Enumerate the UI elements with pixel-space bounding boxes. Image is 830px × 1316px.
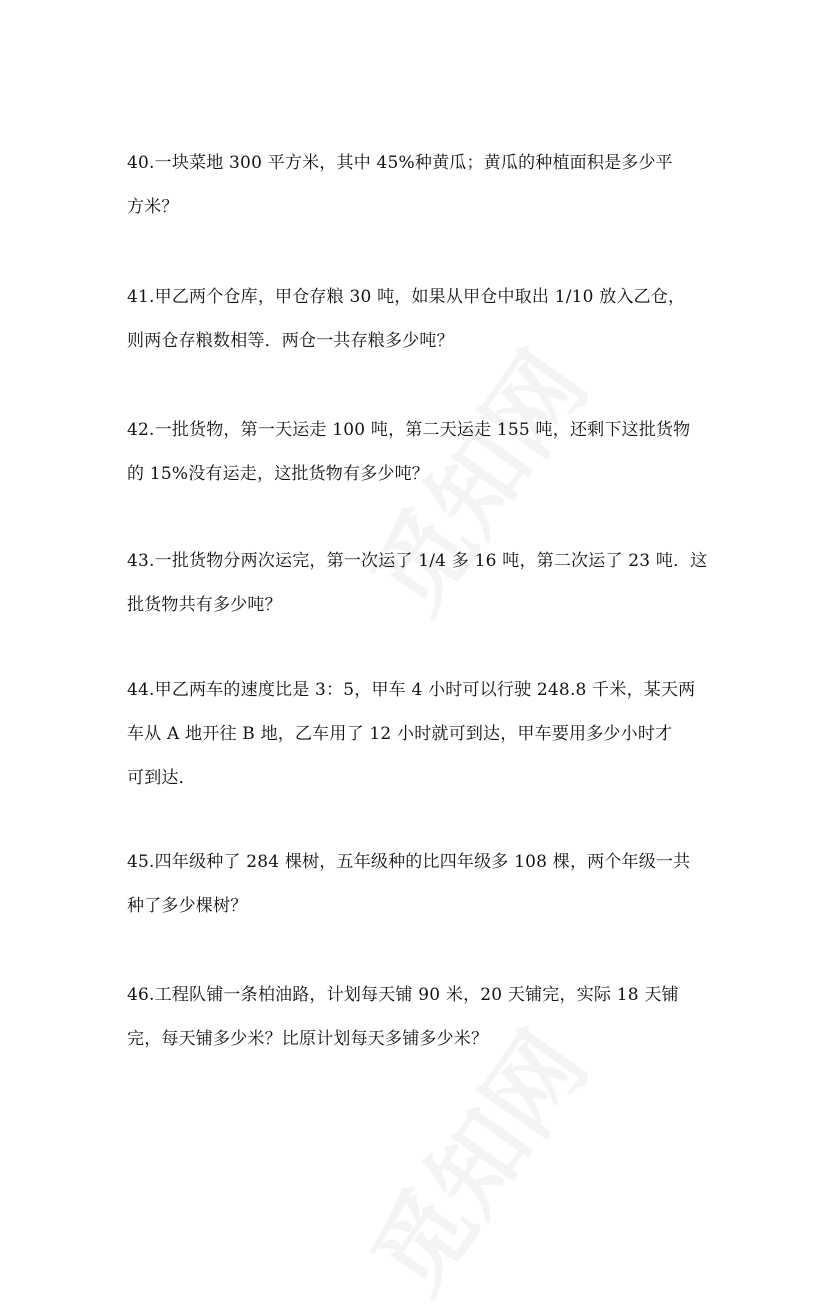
problem-line: 42.一批货物，第一天运走 100 吨，第二天运走 155 吨，还剩下这批货物: [127, 420, 691, 440]
problem-line: 车从 A 地开往 B 地，乙车用了 12 小时就可到达，甲车要用多少小时才: [127, 724, 673, 744]
problem-line: 方米？: [127, 197, 179, 217]
problem-40: [127, 141, 717, 229]
problem-42: [127, 408, 717, 496]
problem-line: 种了多少棵树？: [127, 896, 248, 916]
problem-41: [127, 275, 717, 363]
problem-43: [127, 539, 717, 627]
problem-46: [127, 973, 717, 1061]
problem-line: 43.一批货物分两次运完，第一次运了 1/4 多 16 吨，第二次运了 23 吨．这: [127, 551, 708, 571]
problem-44: [127, 668, 717, 800]
problem-line: 则两仓存粮数相等．两仓一共存粮多少吨？: [127, 331, 454, 351]
problem-line: 完，每天铺多少米？比原计划每天多铺多少米？: [127, 1029, 489, 1049]
problem-line: 44.甲乙两车的速度比是 3：5，甲车 4 小时可以行驶 248.8 千米，某天两: [127, 680, 696, 700]
problem-line: 的 15%没有运走，这批货物有多少吨？: [127, 464, 429, 484]
problem-line: 41.甲乙两个仓库，甲仓存粮 30 吨，如果从甲仓中取出 1/10 放入乙仓，: [127, 287, 686, 307]
problem-line: 46.工程队铺一条柏油路，计划每天铺 90 米，20 天铺完，实际 18 天铺: [127, 985, 679, 1005]
problem-line: 45.四年级种了 284 棵树，五年级种的比四年级多 108 棵，两个年级一共: [127, 852, 691, 872]
problem-line: 40.一块菜地 300 平方米，其中 45%种黄瓜；黄瓜的种植面积是多少平: [127, 153, 673, 173]
problem-line: 批货物共有多少吨？: [127, 595, 282, 615]
problem-line: 可到达．: [127, 768, 196, 788]
problem-45: [127, 840, 717, 928]
